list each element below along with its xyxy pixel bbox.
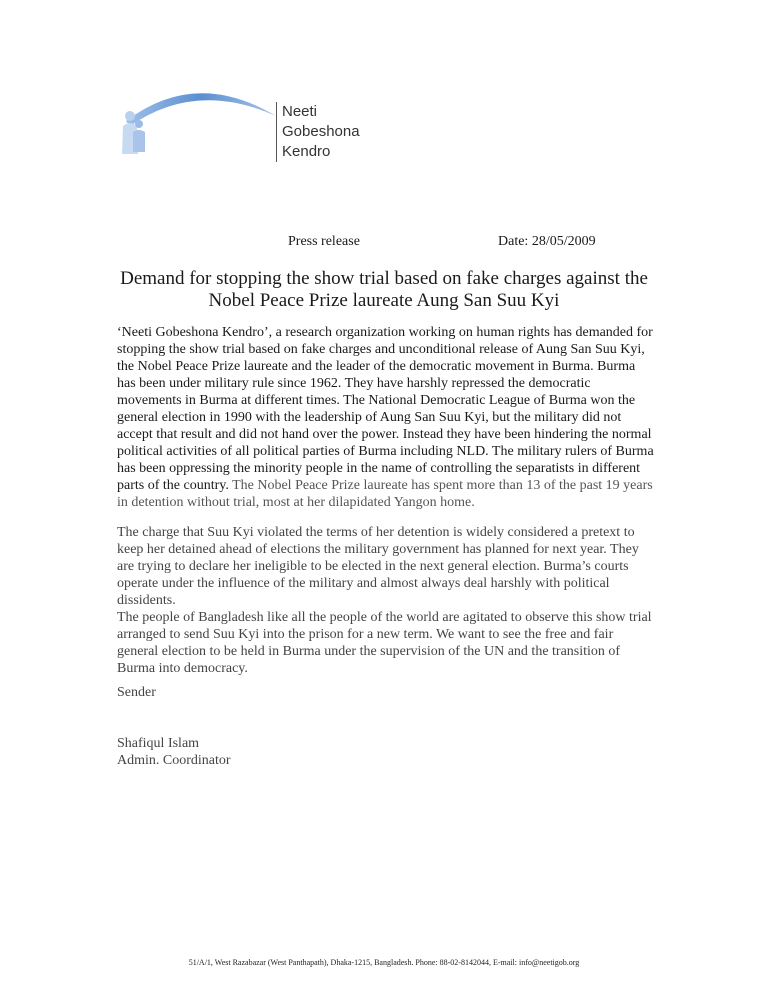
sender-label: Sender bbox=[117, 685, 156, 700]
paragraph-1 bbox=[117, 324, 657, 511]
title-line1: Demand for stopping the show trial based on fake charges against the bbox=[120, 268, 648, 289]
paragraph-1-tail: The Nobel Peace Prize laureate has spent more than 13 of the past 19 years in detention without trial, most at her dilapidated Yangon home. bbox=[117, 478, 653, 510]
org-name bbox=[276, 102, 360, 162]
footer-address: 51/A/1, West Razabazar (West Panthapath), Dhaka-1215, Bangladesh. Phone: 88-02-8142044, E-mail: info@neetigob.org bbox=[188, 958, 580, 967]
org-name-line3: Kendro bbox=[282, 143, 331, 160]
logo-arc-graphic bbox=[116, 86, 286, 176]
title-line2: Nobel Peace Prize laureate Aung San Suu Kyi bbox=[208, 290, 560, 311]
org-name-line1: Neeti bbox=[282, 103, 318, 120]
org-logo bbox=[116, 86, 286, 176]
document-title bbox=[100, 268, 668, 312]
paragraph-2: The charge that Suu Kyi violated the terms of her detention is widely considered a pretext to keep her detained ahead of elections the military government has planned for next year. They are trying to declare her ineligible to be elected in the next general election. Burma’s courts operate under the influence of the military and almost always deal harshly with political dissidents. bbox=[117, 525, 639, 608]
date-label: Date: 28/05/2009 bbox=[498, 234, 596, 249]
signatory-role: Admin. Coordinator bbox=[117, 753, 231, 768]
press-release-label: Press release bbox=[288, 234, 360, 249]
org-name-line2: Gobeshona bbox=[282, 123, 360, 140]
paragraph-3: The people of Bangladesh like all the people of the world are agitated to observe this show trial arranged to send Suu Kyi into the prison for a new term. We want to see the free and fair general election to be held in Burma under the supervision of the UN and the transition of Burma into democracy. bbox=[117, 610, 652, 676]
signatory-name: Shafiqul Islam bbox=[117, 736, 200, 751]
paragraph-1-main: ‘Neeti Gobeshona Kendro’, a research organization working on human rights has demanded for stopping the show trial based on fake charges and unconditional release of Aung San Suu Kyi, the Nobel Peace Prize laureate and the leader of the democratic movement in Burma. Burma has been under military rule since 1962. They have harshly repressed the democratic movements in Burma at different times. The National Democratic League of Burma won the general election in 1990 with the leadership of Aung San Suu Kyi, but the military did not accept that result and did not hand over the power. Instead they have been hindering the normal political activities of all political parties of Burma including NLD. The military rulers of Burma has been oppressing the minority people in the name of controlling the separatists in different parts of the country. bbox=[117, 325, 654, 493]
